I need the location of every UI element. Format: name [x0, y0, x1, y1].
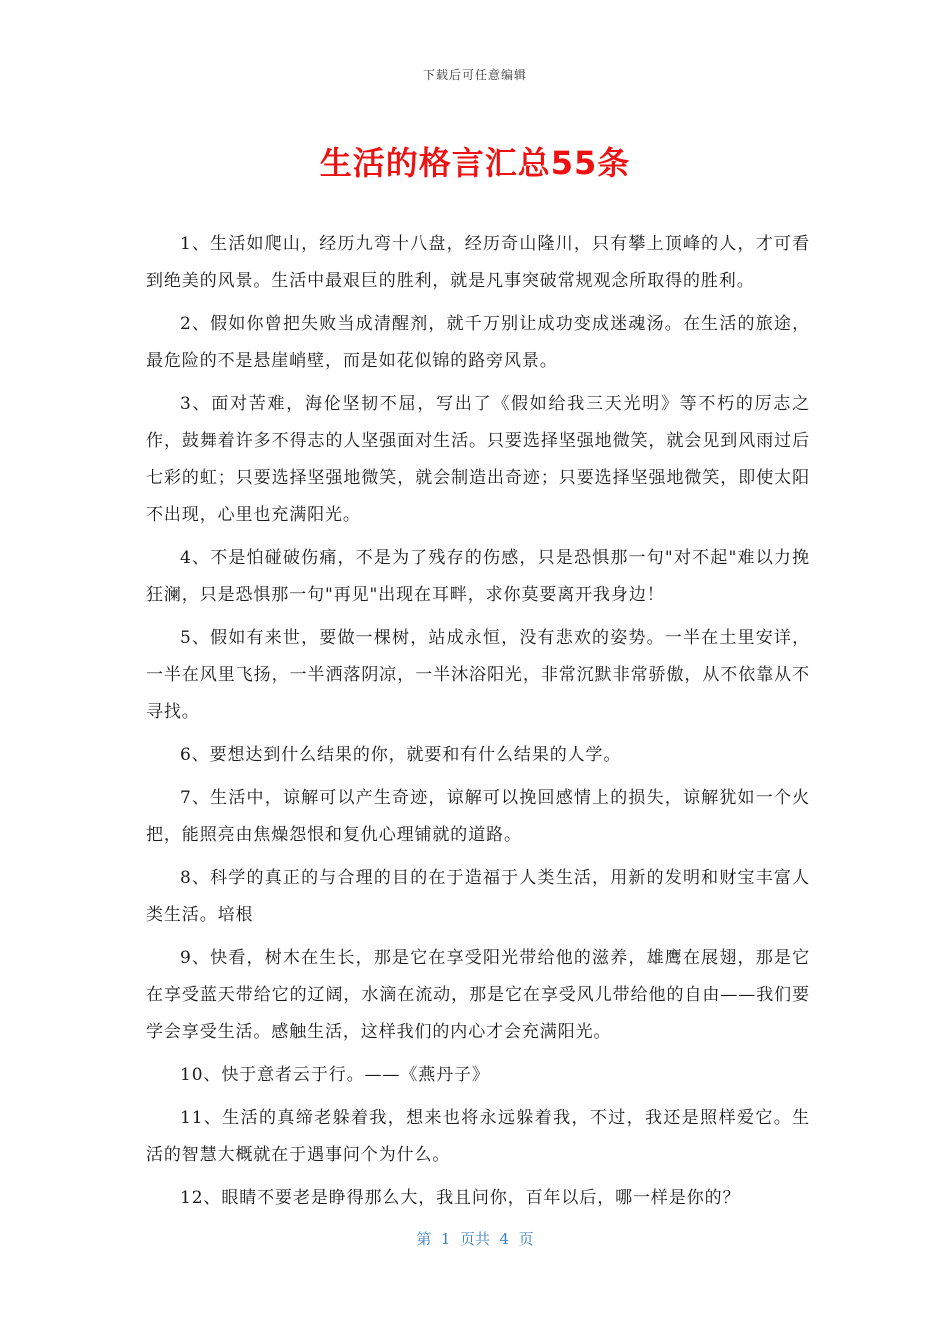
paragraph: 10、快于意者云于行。——《燕丹子》 — [180, 1065, 490, 1085]
paragraph: 5、假如有来世，要做一棵树，站成永恒，没有悲欢的姿势。一半在土里安详，一半在风里飞扬，一半洒落阴凉，一半沐浴阳光，非常沉默非常骄傲，从不依靠从不寻找。 — [146, 628, 810, 722]
page-number: 第 1 页共 4 页 — [416, 1230, 534, 1248]
paragraph: 1、生活如爬山，经历九弯十八盘，经历奇山隆川，只有攀上顶峰的人，才可看到绝美的风景。生活中最艰巨的胜利，就是凡事突破常规观念所取得的胜利。 — [146, 234, 810, 291]
header-note: 下载后可任意编辑 — [422, 68, 527, 82]
paragraph: 12、眼睛不要老是睁得那么大，我且问你，百年以后，哪一样是你的？ — [180, 1188, 741, 1208]
document-body — [146, 226, 810, 1223]
paragraph: 8、科学的真正的与合理的目的在于造福于人类生活，用新的发明和财宝丰富人类生活。培根 — [146, 868, 810, 925]
paragraph: 11、生活的真缔老躲着我，想来也将永远躲着我，不过，我还是照样爱它。生活的智慧大概就在于遇事问个为什么。 — [146, 1108, 810, 1165]
paragraph: 6、要想达到什么结果的你，就要和有什么结果的人学。 — [180, 745, 622, 765]
paragraph: 4、不是怕碰破伤痛，不是为了残存的伤感，只是恐惧那一句"对不起"难以力挽狂澜，只是恐惧那一句"再见"出现在耳畔，求你莫要离开我身边！ — [146, 548, 810, 605]
document-title: 生活的格言汇总55条 — [319, 144, 631, 182]
paragraph: 2、假如你曾把失败当成清醒剂，就千万别让成功变成迷魂汤。在生活的旅途，最危险的不是悬崖峭壁，而是如花似锦的路旁风景。 — [146, 314, 810, 371]
paragraph: 7、生活中，谅解可以产生奇迹，谅解可以挽回感情上的损失，谅解犹如一个火把，能照亮由焦燥怨恨和复仇心理铺就的道路。 — [146, 788, 810, 845]
paragraph: 9、快看，树木在生长，那是它在享受阳光带给他的滋养，雄鹰在展翅，那是它在享受蓝天带给它的辽阔，水滴在流动，那是它在享受风儿带给他的自由——我们要学会享受生活。感触生活，这样我们的内心才会充满阳光。 — [146, 948, 810, 1042]
paragraph: 3、面对苦难，海伦坚韧不屈，写出了《假如给我三天光明》等不朽的厉志之作，鼓舞着许多不得志的人坚强面对生活。只要选择坚强地微笑，就会见到风雨过后七彩的虹；只要选择坚强地微笑，就会制造出奇迹；只要选择坚强地微笑，即使太阳不出现，心里也充满阳光。 — [146, 394, 810, 525]
